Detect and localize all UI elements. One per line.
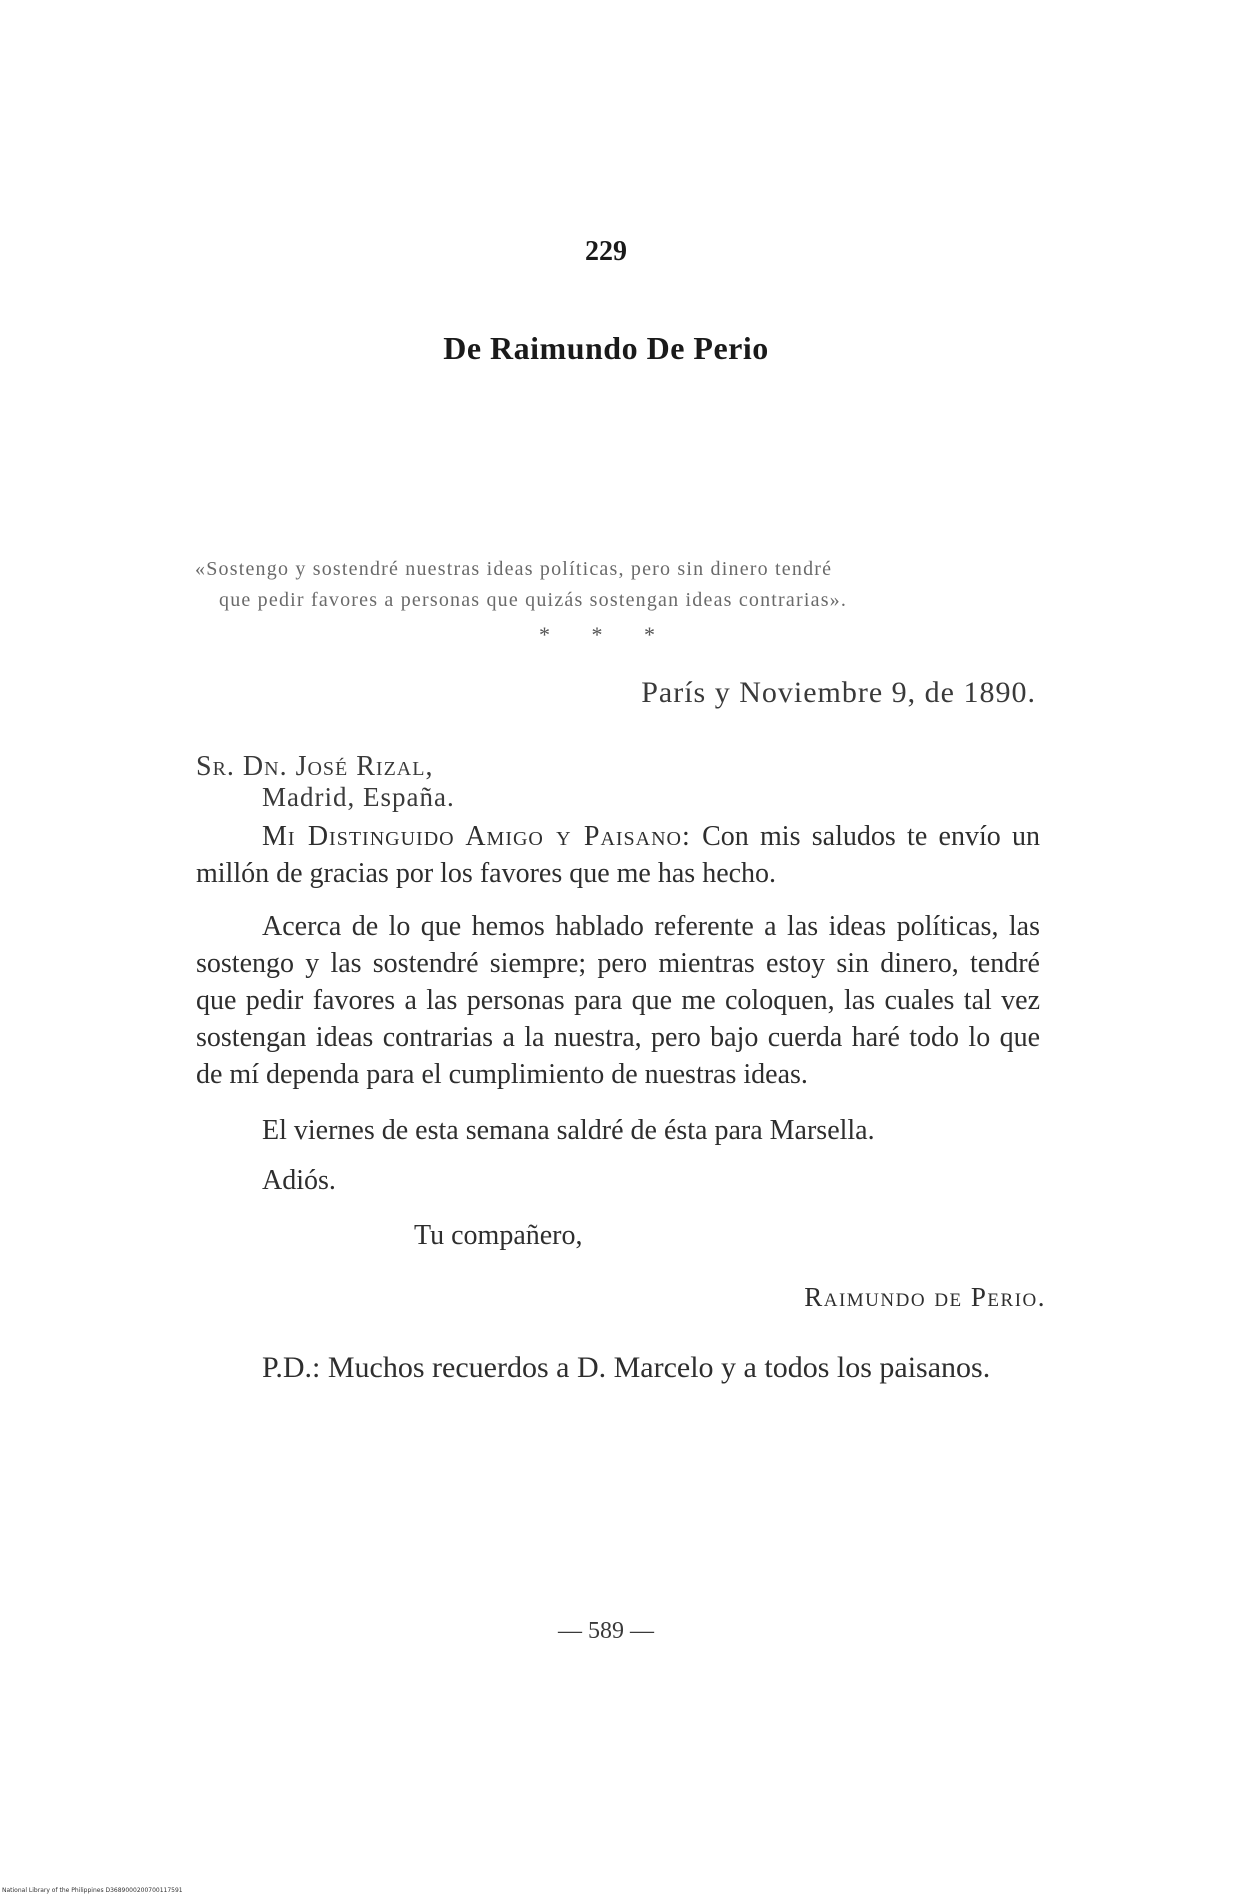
footer-credit: National Library of the Philippines D3689000200700117591 bbox=[2, 1887, 183, 1894]
greeting-text: Con mis saludos te envío un millón de gracias por los favores que me has hecho. bbox=[196, 821, 1041, 889]
letter-title: De Raimundo De Perio bbox=[443, 330, 769, 366]
paragraph-farewell bbox=[196, 1162, 1040, 1199]
paragraph-greeting bbox=[196, 818, 1040, 892]
letter-number: 229 bbox=[585, 236, 627, 267]
paragraph-travel bbox=[196, 1112, 1040, 1149]
signature: Raimundo de Perio. bbox=[804, 1282, 1046, 1312]
asterisk-separator: * * * bbox=[539, 622, 673, 647]
travel-text: El viernes de esta semana saldré de ésta para Marsella. bbox=[262, 1115, 875, 1146]
salutation: Mi Distinguido Amigo y Paisano: bbox=[262, 821, 691, 852]
letter-summary bbox=[195, 554, 1035, 616]
summary-line-2: que pedir favores a personas que quizás sostengan ideas contrarias». bbox=[219, 589, 848, 611]
politics-text: Acerca de lo que hemos hablado referente a las ideas políticas, las sostengo y las sostendré siempre; pero mientras estoy sin dinero, tendré que pedir favores a las personas para que me coloquen, las cuales tal vez sostengan ideas contrarias a la nuestra, pero bajo cuerda haré todo lo que de mí dependa para el cumplimiento de nuestras ideas. bbox=[196, 911, 1040, 1090]
paragraph-politics bbox=[196, 908, 1040, 1093]
postscript bbox=[196, 1346, 1044, 1390]
page-number: — 589 — bbox=[558, 1618, 654, 1644]
farewell-text: Adiós. bbox=[262, 1165, 336, 1196]
addressee-name: Sr. Dn. José Rizal, bbox=[196, 751, 434, 782]
postscript-text: P.D.: Muchos recuerdos a D. Marcelo y a todos los paisanos. bbox=[262, 1351, 991, 1384]
summary-line-1: «Sostengo y sostendré nuestras ideas políticas, pero sin dinero tendré bbox=[195, 558, 833, 580]
addressee-place: Madrid, España. bbox=[262, 782, 455, 812]
dateline: París y Noviembre 9, de 1890. bbox=[641, 676, 1036, 709]
closing: Tu compañero, bbox=[414, 1220, 583, 1251]
